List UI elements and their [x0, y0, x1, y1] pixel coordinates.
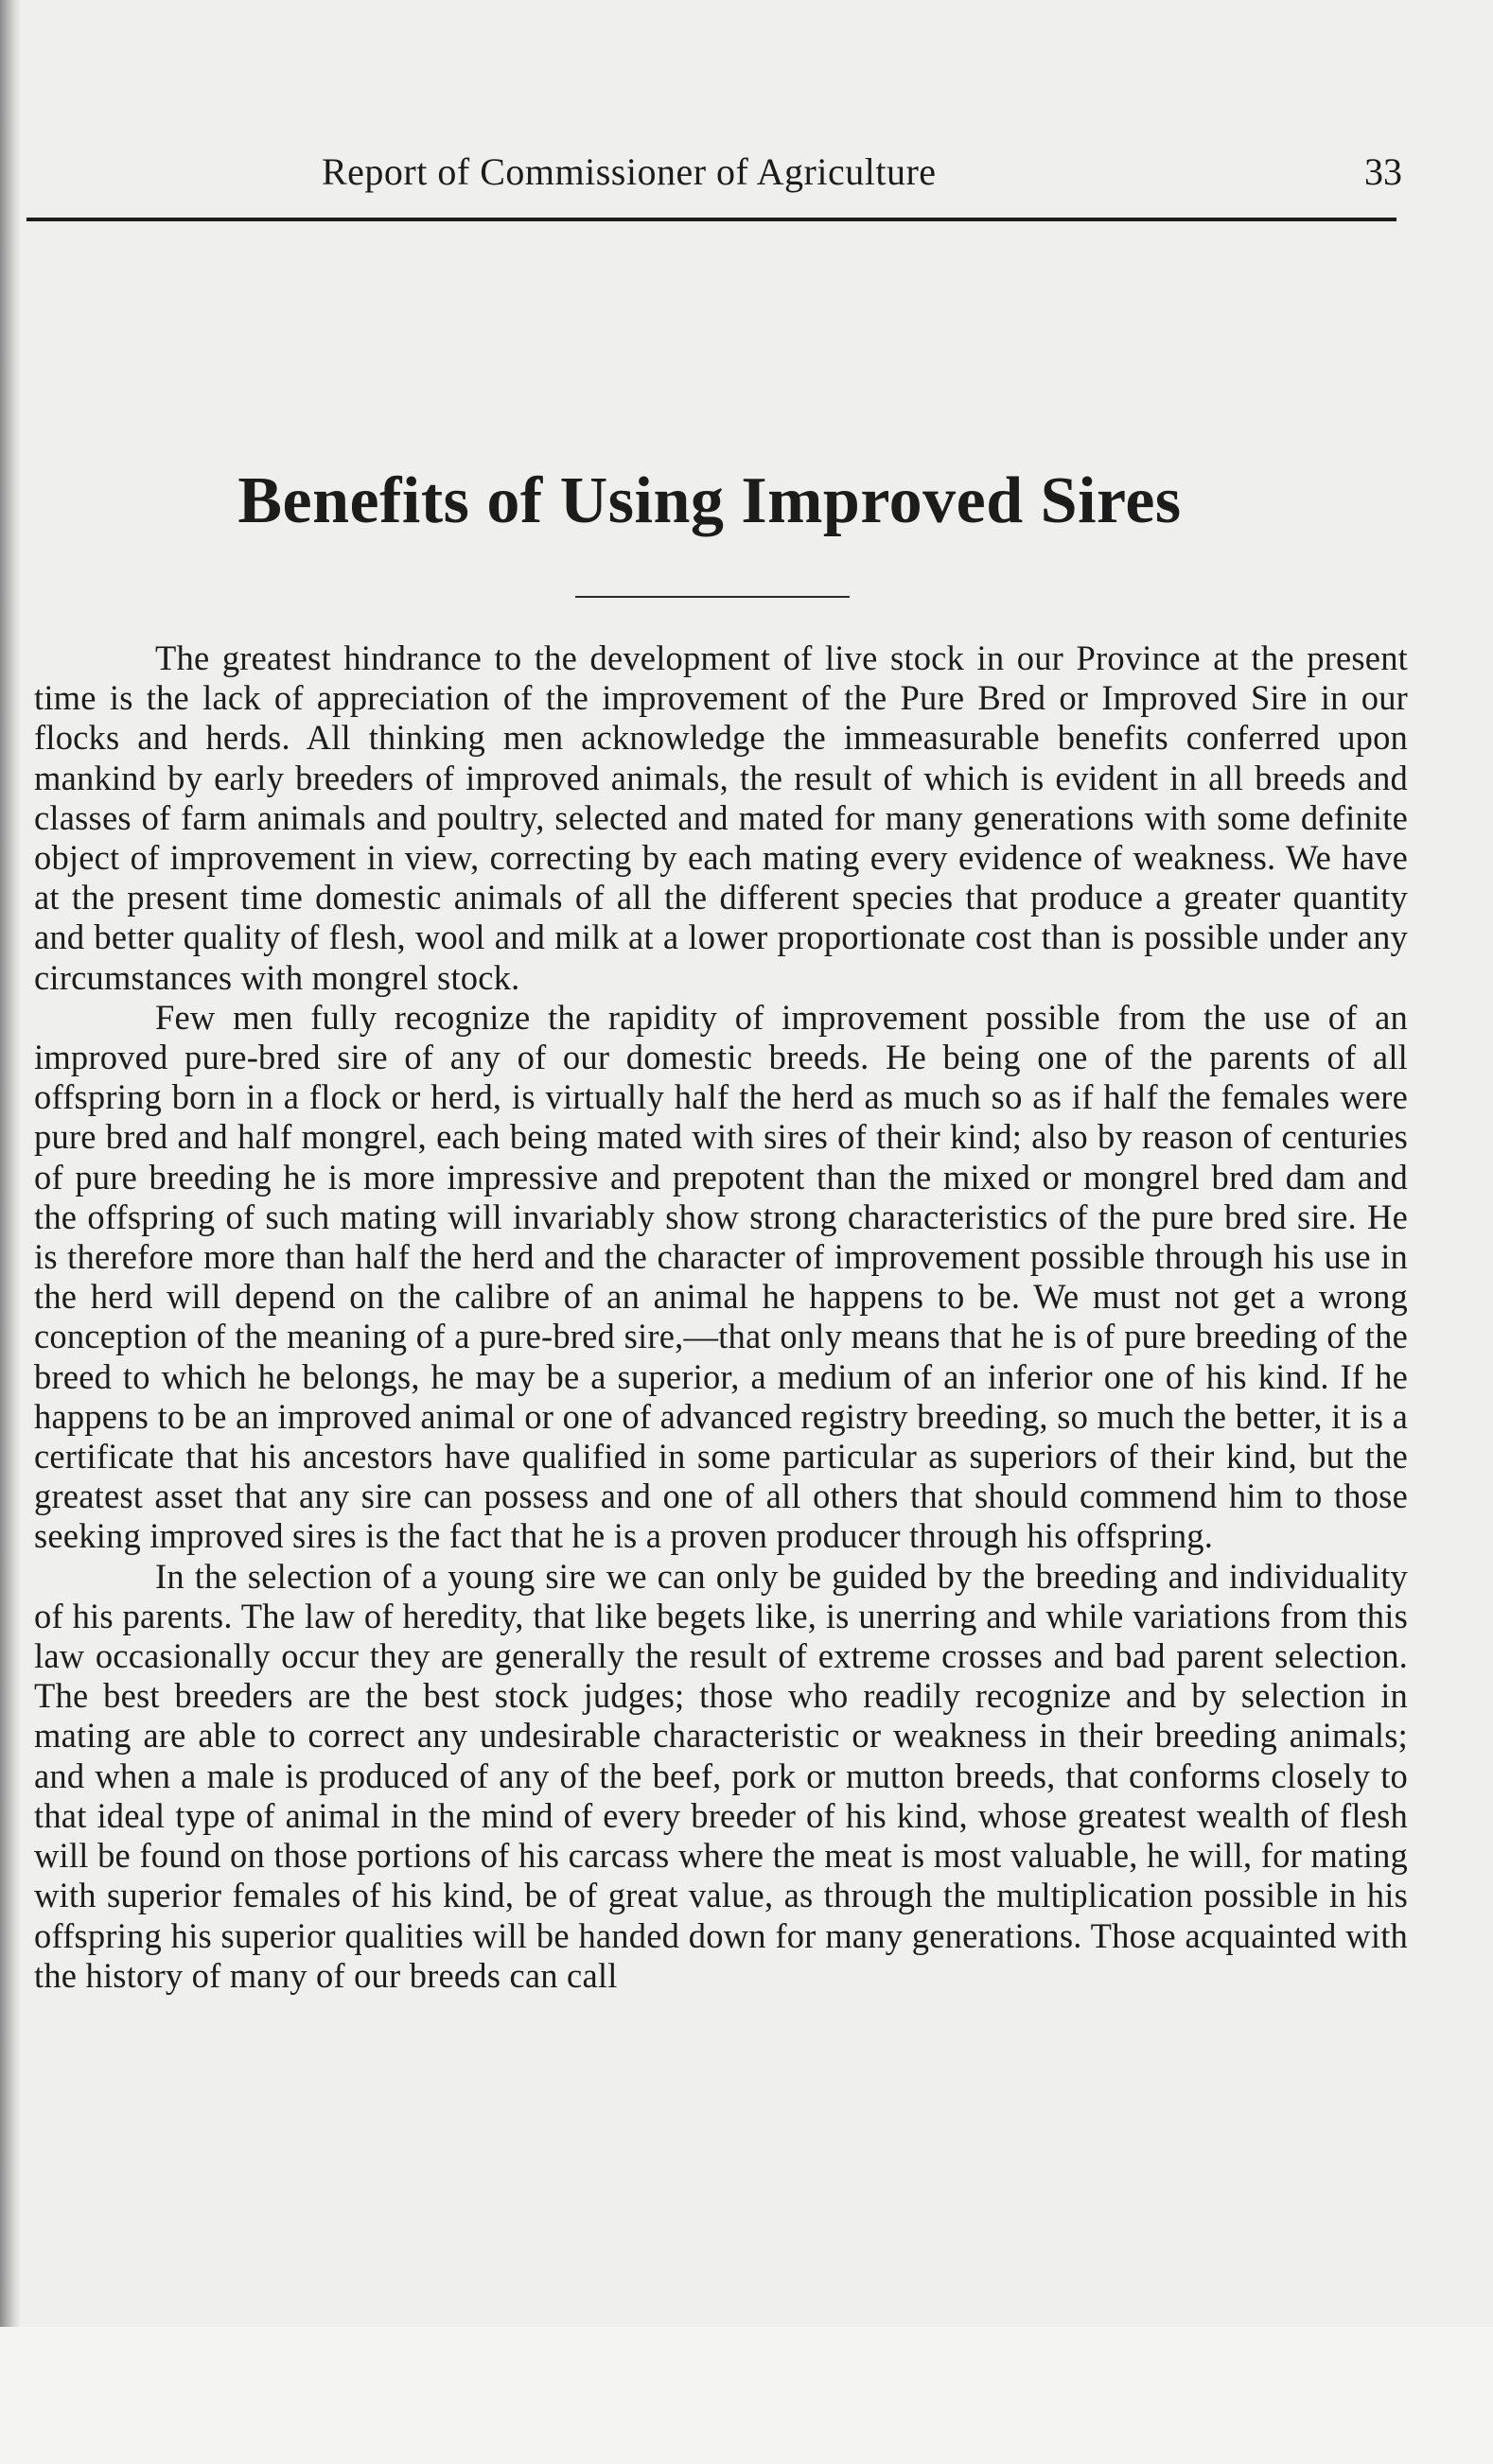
running-header	[30, 142, 1402, 199]
binding-shadow	[0, 0, 21, 2327]
article-title: Benefits of Using Improved Sires	[237, 464, 1182, 537]
header-rule	[26, 218, 1396, 221]
page-number: 33	[1364, 150, 1402, 193]
title-rule	[575, 596, 850, 598]
paragraph: Few men fully recognize the rapidity of improvement possible from the use of an improved pure-bred sire of any of our domestic breeds. He being one of the parents of all offspring born in a flock or herd, is virtually half the herd as much so as if half the females were pure bred and half mongrel, each being mated with sires of their kind; also by reason of centuries of pure breeding he is more impressive and prepotent than the mixed or mongrel bred dam and the offspring of such mating will invariably show strong characteristics of the pure bred sire. He is therefore more than half the herd and the character of improvement possible through his use in the herd will depend on the calibre of an animal he happens to be. We must not get a wrong conception of the meaning of a pure-bred sire,—that only means that he is of pure breeding of the breed to which he belongs, he may be a superior, a medium of an inferior one of his kind. If he happens to be an improved animal or one of advanced registry breeding, so much the better, it is a certificate that his ancestors have qualified in some particular as superiors of their kind, but the greatest asset that any sire can possess and one of all others that should commend him to those seeking improved sires is the fact that he is a proven producer through his offspring.	[34, 997, 1408, 1556]
paragraph: In the selection of a young sire we can only be guided by the breeding and individuality of his parents. The law of heredity, that like begets like, is unerring and while variations from this law occasionally occur they are generally the result of extreme crosses and bad parent selection. The best breeders are the best stock judges; those who readily recognize and by selection in mating are able to correct any undesirable characteristic or weakness in their breeding animals; and when a male is produced of any of the beef, pork or mutton breeds, that conforms closely to that ideal type of animal in the mind of every breeder of his kind, whose greatest wealth of flesh will be found on those portions of his carcass where the meat is most valuable, he will, for mating with superior females of his kind, be of great value, as through the multiplication possible in his offspring his superior qualities will be handed down for many generations. Those acquainted with the history of many of our breeds can call	[34, 1556, 1408, 1995]
page-bottom-margin	[0, 2327, 1493, 2464]
paragraph: The greatest hindrance to the development of live stock in our Province at the present time is the lack of appreciation of the improvement of the Pure Bred or Improved Sire in our flocks and herds. All thinking men acknowledge the immeasurable benefits conferred upon mankind by early breeders of improved animals, the result of which is evident in all breeds and classes of farm animals and poultry, selected and mated for many generations with some definite object of improvement in view, correcting by each mating every evidence of weakness. We have at the present time domestic animals of all the different species that produce a greater quantity and better quality of flesh, wool and milk at a lower proportionate cost than is possible under any circumstances with mongrel stock.	[34, 638, 1408, 997]
running-title: Report of Commissioner of Agriculture	[322, 150, 937, 193]
article-body	[34, 638, 1408, 1996]
